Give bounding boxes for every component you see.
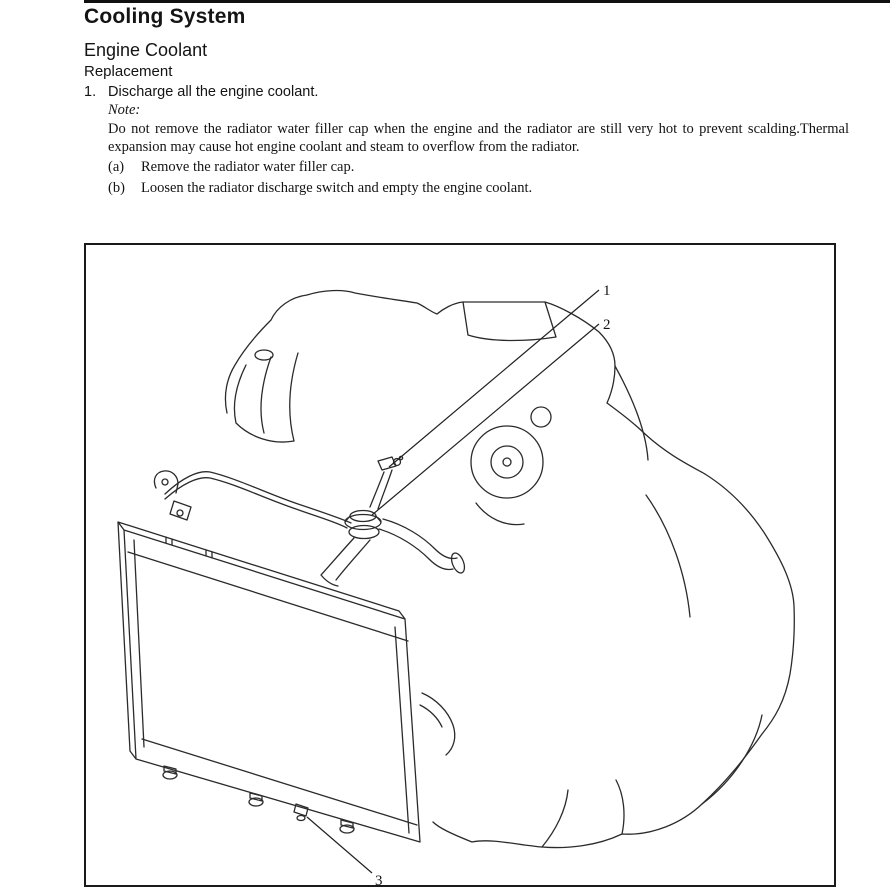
radiator-group — [118, 456, 467, 842]
radiator-frame — [118, 522, 420, 842]
callout-labels — [375, 283, 611, 885]
pulley-hub — [503, 458, 511, 466]
step-text: Discharge all the engine coolant. — [108, 84, 319, 100]
callout-3: 3 — [375, 873, 383, 885]
pulley-outer — [471, 426, 543, 498]
callout-1: 1 — [603, 283, 611, 299]
engine-group — [225, 291, 794, 848]
figure-frame — [84, 243, 836, 887]
overflow-pipe — [165, 472, 351, 528]
callout-leaders — [307, 290, 599, 873]
engine-detail-lines — [463, 302, 762, 847]
bracket-hole-1 — [162, 479, 168, 485]
engine-block-outline — [225, 291, 794, 848]
substep-b-label: (b) — [108, 180, 125, 196]
note-body: Do not remove the radiator water filler cap when the engine and the radiator are still very hot to prevent scalding.Thermal expansion may cause hot engine coolant and steam to overflow from the radiator. — [108, 121, 849, 155]
page-title: Cooling System — [84, 5, 246, 28]
leader-line-2 — [372, 324, 599, 515]
substep-a-text: Remove the radiator water filler cap. — [141, 159, 355, 175]
substep-b-text: Loosen the radiator discharge switch and empty the engine coolant. — [141, 180, 533, 196]
idler-pulley — [531, 407, 551, 427]
neck-to-tank-pipe — [321, 538, 370, 586]
drain-plug — [294, 804, 308, 816]
step-1 — [84, 84, 318, 100]
callout-2: 2 — [603, 317, 611, 333]
engine-oil-cap — [255, 350, 273, 360]
substep-b — [108, 180, 532, 197]
hose-flange — [449, 551, 467, 575]
page-subtitle: Engine Coolant — [84, 40, 208, 60]
radiator-top-pins — [166, 537, 212, 558]
intake-runners — [234, 353, 298, 442]
drain-plug-tip — [297, 816, 305, 821]
step-number: 1. — [84, 84, 97, 100]
lower-hose — [420, 693, 455, 755]
upper-hose — [379, 519, 457, 570]
leader-line-1 — [389, 290, 599, 467]
top-rule — [84, 0, 890, 3]
bracket-hole-2 — [177, 510, 183, 516]
section-heading: Replacement — [84, 63, 173, 80]
substep-a — [108, 159, 354, 176]
note-label: Note: — [108, 102, 141, 118]
pulley-inner — [491, 446, 523, 478]
figure-drawing — [86, 245, 834, 885]
substep-a-label: (a) — [108, 159, 125, 175]
